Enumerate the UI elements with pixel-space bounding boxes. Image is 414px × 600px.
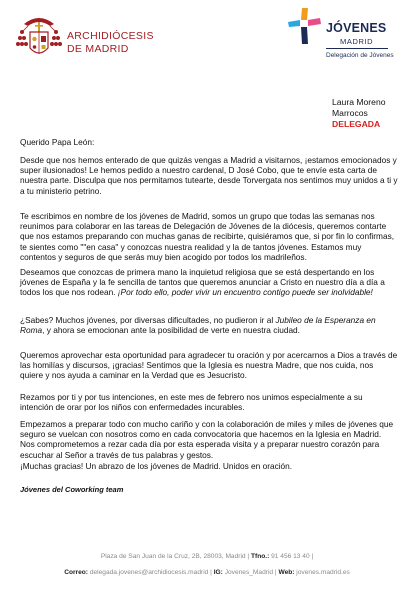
footer-address-line <box>0 553 414 560</box>
paragraph-3 <box>20 267 398 298</box>
footer-address: Plaza de San Juan de la Cruz, 2B, 28003, Madrid | <box>100 553 251 560</box>
footer-ig-label: IG: <box>213 569 223 576</box>
paragraph-2: Te escribimos en nombre de los jóvenes de Madrid, somos un grupo que todas las semanas nos reunimos para colaborar en las tareas de Delegación de Jóvenes de la diócesis, queremos contarte que nos estamos preparando con muchas ganas de recibirte, quisiéramos que, si por fin lo confirmas, te sientes como ""en casa" y conozcas nuestra realidad y la de tantos jóvenes. Estamos muy contentos y seguros de que serás muy bien acogido por todos los madrileños. <box>20 211 395 262</box>
archdiocese-line2: DE MADRID <box>67 43 129 55</box>
jovenes-delegacion: Delegación de Jóvenes <box>326 52 394 59</box>
footer-email[interactable]: delegada.jovenes@archidiocesis.madrid | <box>88 569 214 576</box>
footer-contact-line <box>0 569 414 576</box>
footer-phone-label: Tfno.: <box>250 553 270 560</box>
team-signoff: Jóvenes del Coworking team <box>20 485 124 494</box>
paragraph-6: Rezamos por ti y por tus intenciones, en este mes de febrero nos unimos especialmente a su intención de orar por los niños con enfermedades incurables. <box>20 392 363 413</box>
sender-name-line1: Laura Moreno <box>332 97 386 107</box>
footer-web-label: Web: <box>278 569 295 576</box>
paragraph-5: Queremos aprovechar esta oportunidad para agradecer tu oración y por acercarnos a Dios a través de las homilías y discursos, ¡gracias! Sentimos que la Iglesia es nuestra Madre, que nos cuida, nos quiere y nos ayuda a caminar en la Verdad que es Jesucristo. <box>20 350 398 381</box>
jovenes-subtitle: MADRID <box>340 37 374 46</box>
paragraph-1: Desde que nos hemos enterado de que quizás vengas a Madrid a visitarnos, ¡estamos emocionados y super ilusionados! Le hemos pedido a nuestro cardenal, D José Cobo, que te envíe esta carta de nuestra parte. Disculpa que nos permitamos tutearte, desde Torvergata nos sentimos muy unidos a ti y a tu ministerio petrino. <box>20 155 398 196</box>
footer-phone[interactable]: 91 456 13 40 | <box>269 553 314 560</box>
paragraph-4-jubilee: Jubileo de la Esperanza en Roma <box>20 315 376 336</box>
footer-ig[interactable]: Jovenes_Madrid | <box>222 569 279 576</box>
paragraph-8: ¡Muchas gracias! Un abrazo de los jóvenes de Madrid. Unidos en oración. <box>20 461 293 471</box>
paragraph-7: Empezamos a preparar todo con mucho cariño y con la colaboración de miles y miles de jóvenes que seguro se vuelcan con nosotros como en cada convocatoria que hacemos en la Iglesia en Madrid. Nos comprometemos a rezar cada día por esta esperada visita y a preparar nuestro corazón para escuchar al Señor a través de tus palabras y gestos. <box>20 419 394 460</box>
jovenes-title: JÓVENES <box>326 21 387 35</box>
sender-name-line2: Marrocos <box>332 108 368 118</box>
paragraph-4 <box>20 315 398 335</box>
sender-role: DELEGADA <box>332 119 381 129</box>
salutation: Querido Papa León: <box>20 137 95 147</box>
archdiocese-name <box>67 30 154 56</box>
paragraph-3-emphasis: ¡Por todo ello, poder vivir un encuentro contigo puede ser inolvidable! <box>117 287 373 298</box>
jovenes-cross-logo-icon <box>284 6 324 46</box>
sender-block <box>332 97 386 130</box>
paragraph-4-text-b: , y ahora se emocionan ante la posibilidad de verte en nuestra ciudad. <box>42 325 300 336</box>
footer-email-label: Correo: <box>64 569 88 576</box>
paragraph-4-text-a: ¿Sabes? Muchos jóvenes, por diversas dificultades, no pudieron ir al <box>20 315 276 325</box>
archdiocese-coat-of-arms-icon <box>14 12 64 68</box>
footer-web[interactable]: jovenes.madrid.es <box>294 569 350 576</box>
paragraph-3-text: Deseamos que conozcas de primera mano la inquietud religiosa que se está despertando en los jóvenes de España y la fe sencilla de tantos que queremos anunciar a Cristo en nuestro día a día a todos los que nos rodean. <box>20 267 385 298</box>
archdiocese-line1: ARCHIDIÓCESIS <box>67 30 154 42</box>
jovenes-divider <box>326 48 388 49</box>
